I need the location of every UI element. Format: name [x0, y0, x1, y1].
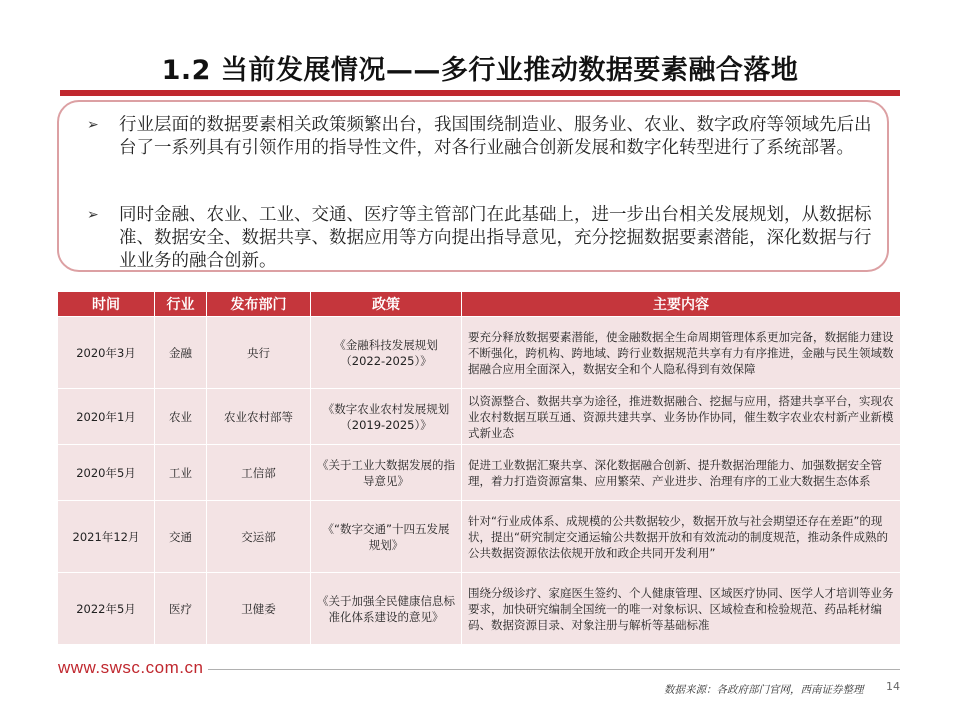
cell-content: 以资源整合、数据共享为途径，推进数据融合、挖掘与应用，搭建共享平台，实现农业农村数据互联互通、资源共建共享、业务协作协同，催生数字农业农村新产业新模式新业态 [462, 389, 901, 445]
cell-industry: 金融 [155, 317, 207, 389]
bullet-text: 行业层面的数据要素相关政策频繁出台，我国围绕制造业、服务业、农业、数字政府等领域先后出台了一系列具有引领作用的指导性文件，对各行业融合创新发展和数字化转型进行了系统部署。 [119, 115, 872, 158]
table-row [58, 573, 901, 645]
cell-industry: 交通 [155, 501, 207, 573]
bullet-item [87, 204, 877, 273]
cell-policy: 《数字农业农村发展规划（2019-2025）》 [311, 389, 462, 445]
arrow-bullet-icon: ➢ [87, 207, 99, 223]
data-source-note: 数据来源：各政府部门官网，西南证券整理 [664, 684, 864, 696]
footer-website-link[interactable]: www.swsc.com.cn [58, 658, 204, 677]
cell-policy: 《关于工业大数据发展的指导意见》 [311, 445, 462, 501]
bullet-text: 同时金融、农业、工业、交通、医疗等主管部门在此基础上，进一步出台相关发展规划，从数据标准、数据安全、数据共享、数据应用等方向提出指导意见，充分挖掘数据要素潜能，深化数据与行业业务的融合创新。 [119, 205, 872, 271]
cell-department: 工信部 [207, 445, 311, 501]
arrow-bullet-icon: ➢ [87, 117, 99, 133]
cell-department: 农业农村部等 [207, 389, 311, 445]
table-row [58, 389, 901, 445]
cell-department: 交运部 [207, 501, 311, 573]
policy-table [57, 291, 901, 645]
cell-content: 要充分释放数据要素潜能，使金融数据全生命周期管理体系更加完备，数据能力建设不断强化，跨机构、跨地域、跨行业数据规范共享有力有序推进，金融与民生领域数据融合应用全面深入，数据安全和个人隐私得到有效保障 [462, 317, 901, 389]
table-header-row [58, 292, 901, 317]
cell-industry: 医疗 [155, 573, 207, 645]
table-row [58, 317, 901, 389]
header-industry: 行业 [155, 292, 207, 317]
summary-box [57, 100, 889, 272]
header-policy: 政策 [311, 292, 462, 317]
header-department: 发布部门 [207, 292, 311, 317]
cell-policy: 《关于加强全民健康信息标准化体系建设的意见》 [311, 573, 462, 645]
header-content: 主要内容 [462, 292, 901, 317]
bullet-item [87, 114, 877, 160]
footer-divider [208, 669, 900, 670]
cell-time: 2022年5月 [58, 573, 155, 645]
table-row [58, 501, 901, 573]
cell-content: 围绕分级诊疗、家庭医生签约、个人健康管理、区域医疗协同、医学人才培训等业务要求，加快研究编制全国统一的唯一对象标识、区域检查和检验规范、药品耗材编码、数据资源目录、对象注册与解析等基础标准 [462, 573, 901, 645]
cell-industry: 工业 [155, 445, 207, 501]
cell-policy: 《金融科技发展规划（2022-2025）》 [311, 317, 462, 389]
header-time: 时间 [58, 292, 155, 317]
cell-department: 央行 [207, 317, 311, 389]
cell-content: 针对“行业成体系、成规模的公共数据较少，数据开放与社会期望还存在差距”的现状，提出“研究制定交通运输公共数据开放和有效流动的制度规范，推动条件成熟的公共数据资源依法依规开放和政企共同开发利用” [462, 501, 901, 573]
cell-time: 2020年1月 [58, 389, 155, 445]
page-number: 14 [886, 680, 900, 693]
cell-industry: 农业 [155, 389, 207, 445]
cell-time: 2020年5月 [58, 445, 155, 501]
cell-time: 2021年12月 [58, 501, 155, 573]
table-row [58, 445, 901, 501]
cell-time: 2020年3月 [58, 317, 155, 389]
page-title: 1.2 当前发展情况——多行业推动数据要素融合落地 [161, 55, 799, 86]
cell-department: 卫健委 [207, 573, 311, 645]
cell-content: 促进工业数据汇聚共享、深化数据融合创新、提升数据治理能力、加强数据安全管理，着力打造资源富集、应用繁荣、产业进步、治理有序的工业大数据生态体系 [462, 445, 901, 501]
cell-policy: 《“数字交通”十四五发展规划》 [311, 501, 462, 573]
title-underline [60, 90, 900, 96]
